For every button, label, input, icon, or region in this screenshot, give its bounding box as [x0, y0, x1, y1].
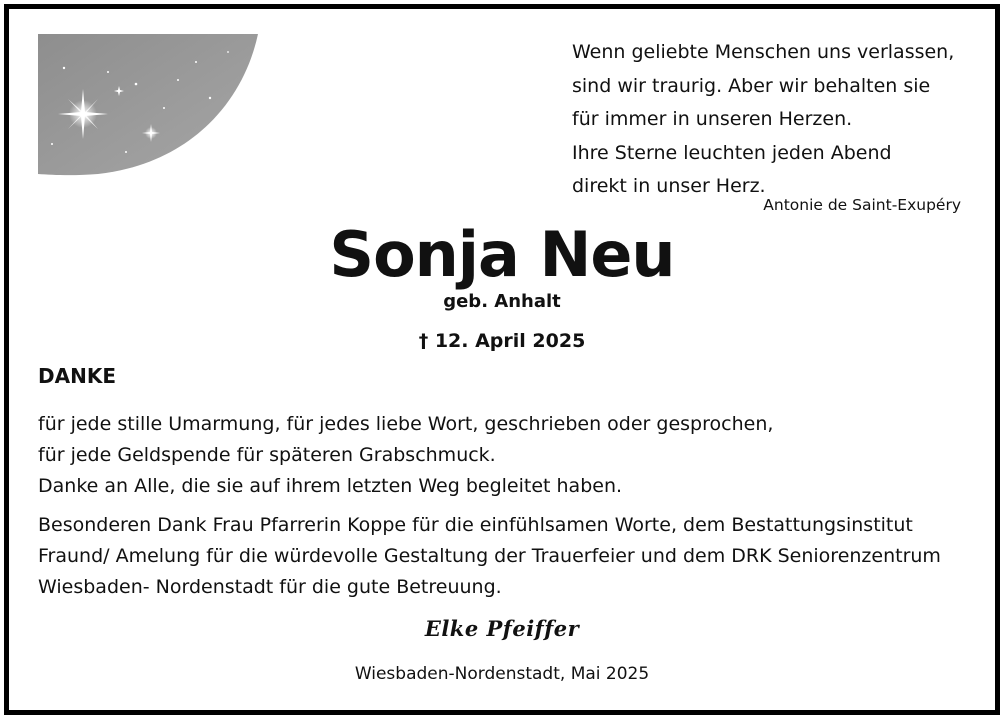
paragraph-line: Fraund/ Amelung für die würdevolle Gestaltung der Trauerfeier und dem DRK Seniorenzentrum [38, 545, 941, 567]
thanks-paragraph-1 [38, 409, 773, 502]
quote-line: sind wir traurig. Aber wir behalten sie [572, 74, 931, 97]
paragraph-line: für jede Geldspende für späteren Grabschmuck. [38, 444, 496, 466]
paragraph-line: Danke an Alle, die sie auf ihrem letzten Weg begleitet haben. [38, 475, 623, 497]
signature: Elke Pfeiffer [424, 616, 580, 641]
quote-line: Wenn geliebte Menschen uns verlassen, [572, 41, 955, 63]
starry-sky-image [38, 34, 258, 184]
quote-line: direkt in unser Herz. [572, 175, 766, 197]
paragraph-line: Wiesbaden- Nordenstadt für die gute Betreuung. [38, 576, 502, 598]
quote-text [572, 36, 972, 204]
paragraph-line: für jede stille Umarmung, für jedes liebe Wort, geschrieben oder gesprochen, [38, 413, 774, 435]
thanks-heading: DANKE [38, 364, 116, 388]
paragraph-line: Besonderen Dank Frau Pfarrerin Koppe für die einfühlsamen Worte, dem Bestattungsinstitut [38, 514, 913, 536]
place-date: Wiesbaden-Nordenstadt, Mai 2025 [354, 664, 650, 684]
quote-line: für immer in unseren Herzen. [572, 108, 853, 130]
quote-author: Antonie de Saint-Exupéry [763, 196, 961, 214]
deceased-name: Sonja Neu [329, 218, 675, 291]
obituary-card [4, 4, 1000, 715]
death-date: † 12. April 2025 [418, 330, 586, 352]
maiden-name: geb. Anhalt [443, 291, 561, 312]
quote-line: Ihre Sterne leuchten jeden Abend [572, 141, 892, 164]
thanks-paragraph-2 [38, 510, 941, 603]
